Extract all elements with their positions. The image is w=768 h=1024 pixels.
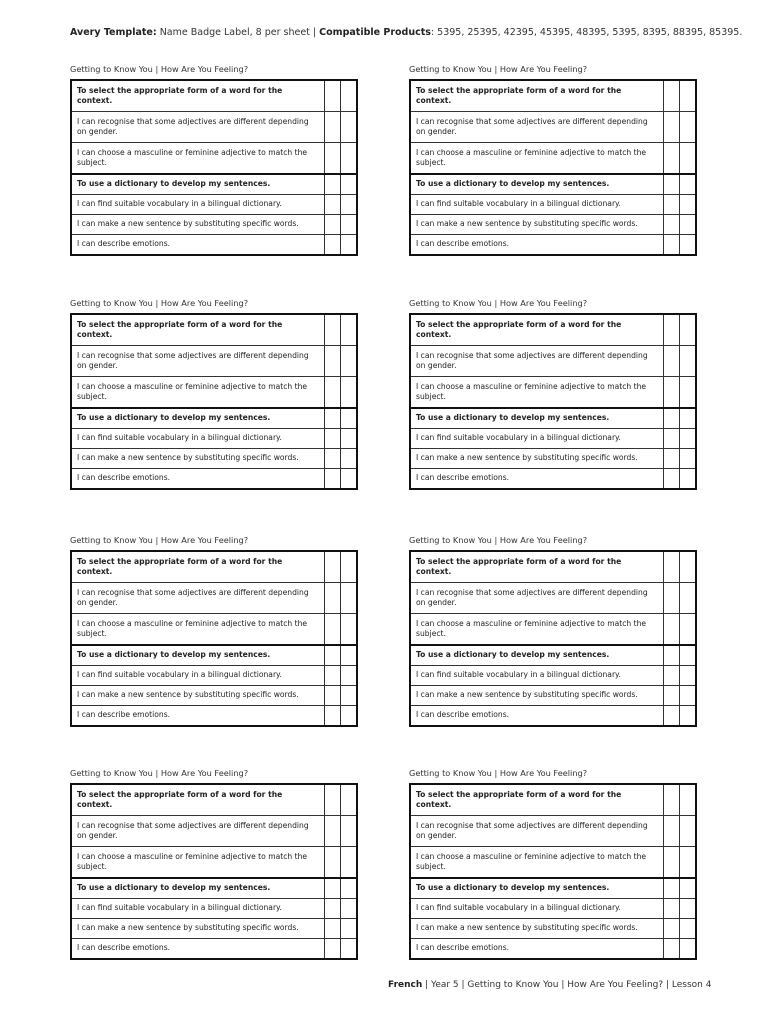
criterion-text: I can choose a masculine or feminine adjective to match the subject. bbox=[71, 377, 325, 409]
check-box[interactable] bbox=[664, 346, 680, 377]
check-box[interactable] bbox=[325, 686, 341, 706]
objective-row bbox=[410, 314, 696, 346]
label-title: Getting to Know You | How Are You Feeling? bbox=[409, 64, 588, 74]
check-box[interactable] bbox=[664, 666, 680, 686]
criterion-text: I can make a new sentence by substituting specific words. bbox=[410, 215, 664, 235]
label-title: Getting to Know You | How Are You Feeling? bbox=[409, 298, 588, 308]
check-box[interactable] bbox=[341, 899, 358, 919]
objective-text: To select the appropriate form of a word for the context. bbox=[71, 551, 325, 583]
objective-text: To use a dictionary to develop my sentences. bbox=[71, 174, 325, 195]
check-box[interactable] bbox=[664, 235, 680, 256]
badge-label-6 bbox=[409, 533, 697, 727]
check-box[interactable] bbox=[341, 80, 358, 112]
check-box[interactable] bbox=[325, 939, 341, 960]
check-box[interactable] bbox=[325, 195, 341, 215]
check-box[interactable] bbox=[680, 706, 697, 727]
criterion-row bbox=[71, 706, 357, 727]
check-box[interactable] bbox=[664, 939, 680, 960]
criterion-row bbox=[410, 919, 696, 939]
check-box[interactable] bbox=[341, 346, 358, 377]
compatible-products-label: Compatible Products bbox=[319, 27, 431, 38]
badge-label-4 bbox=[409, 296, 697, 490]
criterion-text: I can describe emotions. bbox=[71, 235, 325, 256]
objective-row bbox=[410, 408, 696, 429]
objective-text: To select the appropriate form of a word for the context. bbox=[410, 784, 664, 816]
check-box[interactable] bbox=[664, 408, 680, 429]
check-box[interactable] bbox=[341, 939, 358, 960]
criterion-row bbox=[71, 469, 357, 490]
label-title: Getting to Know You | How Are You Feeling? bbox=[70, 535, 249, 545]
check-box[interactable] bbox=[341, 583, 358, 614]
check-box[interactable] bbox=[341, 919, 358, 939]
label-title: Getting to Know You | How Are You Feeling? bbox=[409, 768, 588, 778]
check-box[interactable] bbox=[664, 919, 680, 939]
label-title: Getting to Know You | How Are You Feeling? bbox=[409, 535, 588, 545]
check-box[interactable] bbox=[680, 377, 697, 409]
check-box[interactable] bbox=[325, 215, 341, 235]
badge-label-1 bbox=[70, 62, 358, 256]
objective-text: To use a dictionary to develop my sentences. bbox=[410, 174, 664, 195]
criterion-row bbox=[410, 346, 696, 377]
check-box[interactable] bbox=[680, 878, 697, 899]
check-box[interactable] bbox=[664, 215, 680, 235]
check-box[interactable] bbox=[680, 235, 697, 256]
objective-text: To use a dictionary to develop my sentences. bbox=[71, 408, 325, 429]
check-box[interactable] bbox=[341, 878, 358, 899]
check-box[interactable] bbox=[325, 784, 341, 816]
criterion-text: I can recognise that some adjectives are different depending on gender. bbox=[71, 112, 325, 143]
criterion-row bbox=[410, 686, 696, 706]
criterion-text: I can make a new sentence by substituting specific words. bbox=[71, 449, 325, 469]
criterion-text: I can find suitable vocabulary in a bilingual dictionary. bbox=[71, 899, 325, 919]
criterion-text: I can find suitable vocabulary in a bilingual dictionary. bbox=[410, 195, 664, 215]
check-box[interactable] bbox=[341, 551, 358, 583]
criterion-row bbox=[410, 195, 696, 215]
objective-row bbox=[71, 174, 357, 195]
check-box[interactable] bbox=[664, 583, 680, 614]
check-box[interactable] bbox=[341, 816, 358, 847]
template-value: Name Badge Label, 8 per sheet | bbox=[159, 27, 317, 38]
objective-row bbox=[410, 784, 696, 816]
criterion-row bbox=[410, 816, 696, 847]
check-box[interactable] bbox=[664, 469, 680, 490]
check-box[interactable] bbox=[664, 784, 680, 816]
footer-details: | Year 5 | Getting to Know You | How Are You Feeling? | Lesson 4 bbox=[422, 980, 712, 990]
check-box[interactable] bbox=[325, 377, 341, 409]
footer-subject: French bbox=[388, 980, 423, 990]
criterion-text: I can choose a masculine or feminine adjective to match the subject. bbox=[71, 614, 325, 646]
check-box[interactable] bbox=[664, 429, 680, 449]
objective-text: To select the appropriate form of a word for the context. bbox=[71, 80, 325, 112]
objective-text: To select the appropriate form of a word for the context. bbox=[410, 314, 664, 346]
check-box[interactable] bbox=[680, 215, 697, 235]
check-box[interactable] bbox=[325, 583, 341, 614]
criterion-text: I can describe emotions. bbox=[410, 939, 664, 960]
objective-row bbox=[71, 645, 357, 666]
criterion-text: I can make a new sentence by substituting specific words. bbox=[410, 919, 664, 939]
criterion-row bbox=[71, 112, 357, 143]
check-box[interactable] bbox=[664, 899, 680, 919]
check-box[interactable] bbox=[680, 143, 697, 175]
criterion-text: I can find suitable vocabulary in a bilingual dictionary. bbox=[71, 429, 325, 449]
criterion-row bbox=[410, 449, 696, 469]
criterion-text: I can recognise that some adjectives are different depending on gender. bbox=[71, 583, 325, 614]
badge-label-5 bbox=[70, 533, 358, 727]
check-box[interactable] bbox=[341, 847, 358, 879]
criterion-text: I can find suitable vocabulary in a bilingual dictionary. bbox=[410, 666, 664, 686]
criterion-row bbox=[410, 235, 696, 256]
check-box[interactable] bbox=[325, 614, 341, 646]
criterion-text: I can recognise that some adjectives are different depending on gender. bbox=[410, 583, 664, 614]
check-box[interactable] bbox=[325, 314, 341, 346]
criterion-text: I can find suitable vocabulary in a bilingual dictionary. bbox=[410, 429, 664, 449]
label-title: Getting to Know You | How Are You Feeling? bbox=[70, 298, 249, 308]
criterion-row bbox=[71, 666, 357, 686]
check-box[interactable] bbox=[680, 449, 697, 469]
check-box[interactable] bbox=[680, 408, 697, 429]
objective-text: To select the appropriate form of a word for the context. bbox=[410, 551, 664, 583]
criterion-row bbox=[410, 614, 696, 646]
check-box[interactable] bbox=[664, 314, 680, 346]
check-box[interactable] bbox=[341, 195, 358, 215]
badge-label-3 bbox=[70, 296, 358, 490]
assessment-table bbox=[70, 79, 358, 256]
criterion-text: I can choose a masculine or feminine adjective to match the subject. bbox=[71, 847, 325, 879]
criterion-text: I can describe emotions. bbox=[71, 469, 325, 490]
criterion-row bbox=[71, 235, 357, 256]
assessment-table bbox=[409, 783, 697, 960]
check-box[interactable] bbox=[680, 919, 697, 939]
check-box[interactable] bbox=[325, 80, 341, 112]
check-box[interactable] bbox=[341, 314, 358, 346]
check-box[interactable] bbox=[680, 686, 697, 706]
check-box[interactable] bbox=[680, 847, 697, 879]
criterion-text: I can choose a masculine or feminine adjective to match the subject. bbox=[410, 614, 664, 646]
criterion-row bbox=[71, 346, 357, 377]
check-box[interactable] bbox=[664, 816, 680, 847]
assessment-table bbox=[70, 550, 358, 727]
criterion-row bbox=[410, 847, 696, 879]
check-box[interactable] bbox=[680, 784, 697, 816]
check-box[interactable] bbox=[341, 235, 358, 256]
objective-row bbox=[71, 878, 357, 899]
check-box[interactable] bbox=[680, 816, 697, 847]
criterion-row bbox=[71, 816, 357, 847]
criterion-row bbox=[71, 377, 357, 409]
check-box[interactable] bbox=[680, 112, 697, 143]
check-box[interactable] bbox=[680, 899, 697, 919]
check-box[interactable] bbox=[680, 346, 697, 377]
criterion-text: I can make a new sentence by substituting specific words. bbox=[71, 919, 325, 939]
criterion-text: I can recognise that some adjectives are different depending on gender. bbox=[71, 346, 325, 377]
check-box[interactable] bbox=[680, 666, 697, 686]
check-box[interactable] bbox=[341, 174, 358, 195]
check-box[interactable] bbox=[664, 878, 680, 899]
criterion-row bbox=[71, 919, 357, 939]
check-box[interactable] bbox=[664, 143, 680, 175]
criterion-row bbox=[71, 143, 357, 175]
objective-row bbox=[410, 551, 696, 583]
check-box[interactable] bbox=[325, 666, 341, 686]
check-box[interactable] bbox=[325, 408, 341, 429]
check-box[interactable] bbox=[325, 143, 341, 175]
objective-text: To use a dictionary to develop my sentences. bbox=[71, 878, 325, 899]
badge-label-7 bbox=[70, 766, 358, 960]
check-box[interactable] bbox=[325, 174, 341, 195]
check-box[interactable] bbox=[664, 551, 680, 583]
criterion-text: I can recognise that some adjectives are different depending on gender. bbox=[410, 346, 664, 377]
criterion-row bbox=[71, 899, 357, 919]
criterion-text: I can recognise that some adjectives are different depending on gender. bbox=[410, 816, 664, 847]
check-box[interactable] bbox=[341, 408, 358, 429]
check-box[interactable] bbox=[664, 686, 680, 706]
criterion-row bbox=[410, 666, 696, 686]
criterion-row bbox=[71, 583, 357, 614]
check-box[interactable] bbox=[664, 195, 680, 215]
criterion-text: I can find suitable vocabulary in a bilingual dictionary. bbox=[71, 195, 325, 215]
check-box[interactable] bbox=[680, 469, 697, 490]
objective-row bbox=[410, 80, 696, 112]
check-box[interactable] bbox=[680, 429, 697, 449]
check-box[interactable] bbox=[325, 112, 341, 143]
objective-text: To use a dictionary to develop my sentences. bbox=[71, 645, 325, 666]
check-box[interactable] bbox=[325, 429, 341, 449]
template-label: Avery Template: bbox=[70, 27, 157, 38]
check-box[interactable] bbox=[341, 449, 358, 469]
criterion-row bbox=[71, 215, 357, 235]
objective-row bbox=[71, 784, 357, 816]
objective-row bbox=[410, 174, 696, 195]
objective-text: To select the appropriate form of a word for the context. bbox=[71, 314, 325, 346]
check-box[interactable] bbox=[325, 899, 341, 919]
criterion-text: I can describe emotions. bbox=[71, 706, 325, 727]
assessment-table bbox=[409, 313, 697, 490]
criterion-row bbox=[71, 614, 357, 646]
objective-text: To use a dictionary to develop my sentences. bbox=[410, 878, 664, 899]
check-box[interactable] bbox=[664, 112, 680, 143]
criterion-text: I can describe emotions. bbox=[410, 469, 664, 490]
check-box[interactable] bbox=[325, 919, 341, 939]
check-box[interactable] bbox=[325, 551, 341, 583]
criterion-row bbox=[71, 195, 357, 215]
check-box[interactable] bbox=[341, 377, 358, 409]
criterion-row bbox=[410, 215, 696, 235]
check-box[interactable] bbox=[680, 645, 697, 666]
criterion-row bbox=[410, 112, 696, 143]
criterion-text: I can choose a masculine or feminine adjective to match the subject. bbox=[410, 143, 664, 175]
check-box[interactable] bbox=[325, 816, 341, 847]
check-box[interactable] bbox=[325, 847, 341, 879]
label-title: Getting to Know You | How Are You Feeling? bbox=[70, 64, 249, 74]
assessment-table bbox=[70, 313, 358, 490]
assessment-table bbox=[409, 550, 697, 727]
check-box[interactable] bbox=[680, 314, 697, 346]
check-box[interactable] bbox=[341, 469, 358, 490]
objective-row bbox=[410, 878, 696, 899]
criterion-text: I can recognise that some adjectives are different depending on gender. bbox=[71, 816, 325, 847]
check-box[interactable] bbox=[664, 377, 680, 409]
criterion-text: I can recognise that some adjectives are different depending on gender. bbox=[410, 112, 664, 143]
check-box[interactable] bbox=[664, 449, 680, 469]
check-box[interactable] bbox=[341, 645, 358, 666]
objective-row bbox=[71, 551, 357, 583]
criterion-text: I can choose a masculine or feminine adjective to match the subject. bbox=[71, 143, 325, 175]
criterion-text: I can make a new sentence by substituting specific words. bbox=[410, 449, 664, 469]
check-box[interactable] bbox=[664, 645, 680, 666]
check-box[interactable] bbox=[341, 112, 358, 143]
criterion-text: I can describe emotions. bbox=[71, 939, 325, 960]
assessment-table bbox=[409, 79, 697, 256]
check-box[interactable] bbox=[325, 878, 341, 899]
criterion-row bbox=[71, 847, 357, 879]
check-box[interactable] bbox=[680, 583, 697, 614]
objective-row bbox=[410, 645, 696, 666]
check-box[interactable] bbox=[680, 80, 697, 112]
check-box[interactable] bbox=[341, 614, 358, 646]
criterion-text: I can find suitable vocabulary in a bilingual dictionary. bbox=[71, 666, 325, 686]
page-header bbox=[70, 27, 742, 38]
check-box[interactable] bbox=[325, 645, 341, 666]
check-box[interactable] bbox=[680, 614, 697, 646]
criterion-text: I can make a new sentence by substituting specific words. bbox=[410, 686, 664, 706]
criterion-row bbox=[410, 429, 696, 449]
check-box[interactable] bbox=[341, 666, 358, 686]
criterion-row bbox=[410, 706, 696, 727]
criterion-text: I can describe emotions. bbox=[410, 706, 664, 727]
objective-text: To select the appropriate form of a word for the context. bbox=[71, 784, 325, 816]
badge-label-2 bbox=[409, 62, 697, 256]
check-box[interactable] bbox=[341, 784, 358, 816]
criterion-row bbox=[410, 469, 696, 490]
check-box[interactable] bbox=[325, 469, 341, 490]
page-footer bbox=[388, 980, 711, 990]
badge-label-8 bbox=[409, 766, 697, 960]
check-box[interactable] bbox=[341, 706, 358, 727]
compatible-products-value: : 5395, 25395, 42395, 45395, 48395, 5395, 8395, 88395, 85395. bbox=[430, 27, 743, 38]
criterion-row bbox=[410, 583, 696, 614]
assessment-table bbox=[70, 783, 358, 960]
objective-row bbox=[71, 314, 357, 346]
objective-row bbox=[71, 408, 357, 429]
criterion-row bbox=[71, 429, 357, 449]
label-title: Getting to Know You | How Are You Feeling? bbox=[70, 768, 249, 778]
objective-row bbox=[71, 80, 357, 112]
criterion-row bbox=[410, 143, 696, 175]
check-box[interactable] bbox=[680, 195, 697, 215]
check-box[interactable] bbox=[664, 174, 680, 195]
check-box[interactable] bbox=[664, 80, 680, 112]
check-box[interactable] bbox=[680, 939, 697, 960]
criterion-text: I can find suitable vocabulary in a bilingual dictionary. bbox=[410, 899, 664, 919]
check-box[interactable] bbox=[680, 174, 697, 195]
objective-text: To select the appropriate form of a word for the context. bbox=[410, 80, 664, 112]
criterion-row bbox=[410, 939, 696, 960]
check-box[interactable] bbox=[341, 686, 358, 706]
check-box[interactable] bbox=[664, 614, 680, 646]
criterion-row bbox=[410, 377, 696, 409]
check-box[interactable] bbox=[325, 706, 341, 727]
criterion-row bbox=[71, 449, 357, 469]
objective-text: To use a dictionary to develop my sentences. bbox=[410, 408, 664, 429]
criterion-row bbox=[71, 939, 357, 960]
check-box[interactable] bbox=[341, 215, 358, 235]
check-box[interactable] bbox=[325, 235, 341, 256]
check-box[interactable] bbox=[325, 346, 341, 377]
check-box[interactable] bbox=[664, 847, 680, 879]
criterion-text: I can make a new sentence by substituting specific words. bbox=[71, 686, 325, 706]
criterion-row bbox=[410, 899, 696, 919]
criterion-text: I can make a new sentence by substituting specific words. bbox=[71, 215, 325, 235]
criterion-text: I can choose a masculine or feminine adjective to match the subject. bbox=[410, 847, 664, 879]
check-box[interactable] bbox=[341, 429, 358, 449]
objective-text: To use a dictionary to develop my sentences. bbox=[410, 645, 664, 666]
criterion-text: I can describe emotions. bbox=[410, 235, 664, 256]
check-box[interactable] bbox=[325, 449, 341, 469]
criterion-row bbox=[71, 686, 357, 706]
check-box[interactable] bbox=[664, 706, 680, 727]
check-box[interactable] bbox=[341, 143, 358, 175]
check-box[interactable] bbox=[680, 551, 697, 583]
criterion-text: I can choose a masculine or feminine adjective to match the subject. bbox=[410, 377, 664, 409]
